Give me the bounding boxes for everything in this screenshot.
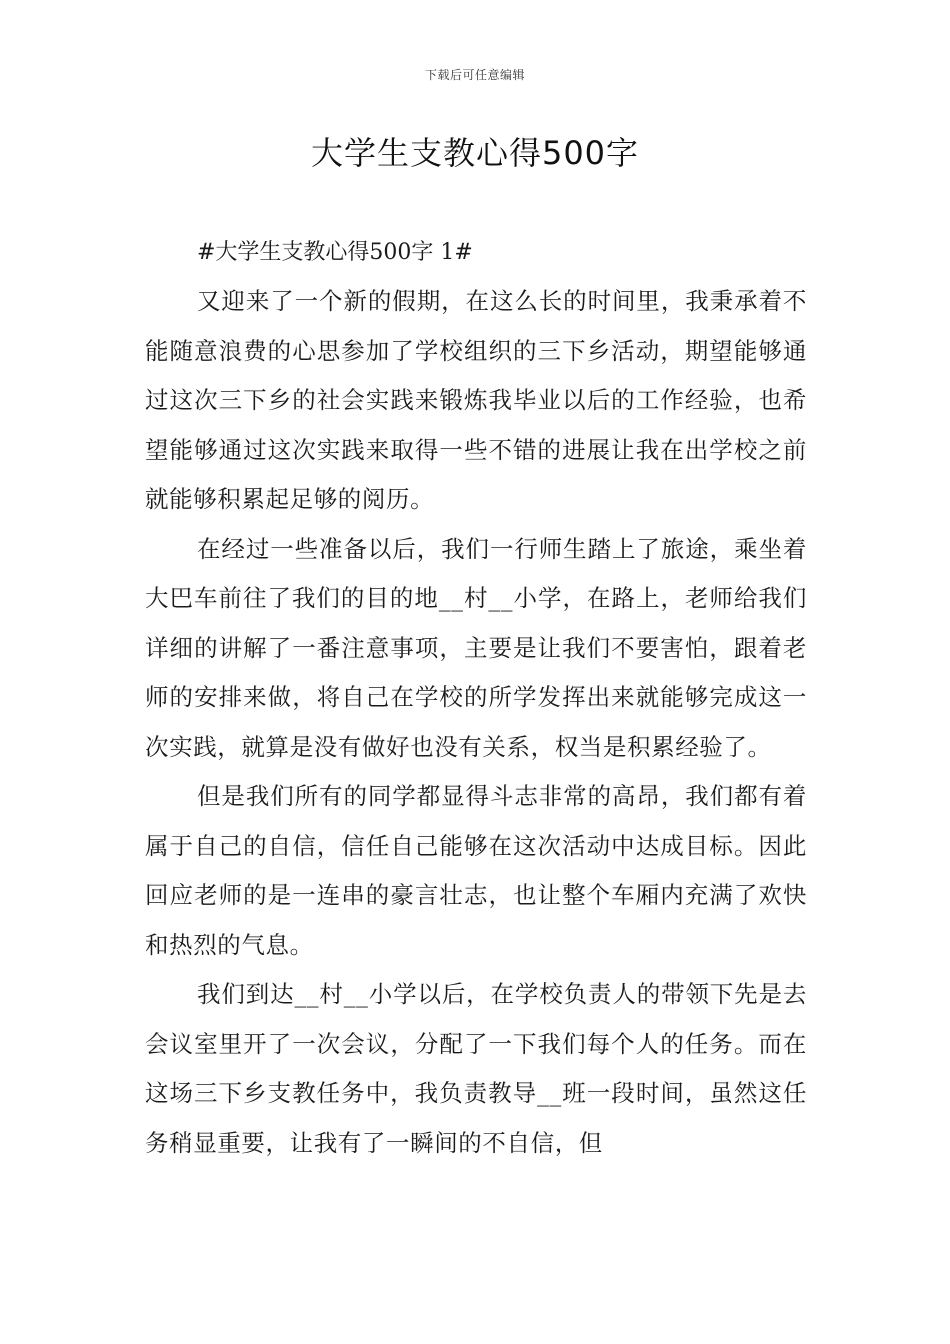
paragraph-4: 我们到达__村__小学以后，在学校负责人的带领下先是去会议室里开了一次会议，分配了一下我们每个人的任务。而在这场三下乡支教任务中，我负责教导__班一段时间，虽然这任务稍显重要，让我有了一瞬间的不自信，但 bbox=[145, 980, 807, 1157]
document-title: 大学生支教心得500字 bbox=[310, 134, 640, 172]
page-header-note: 下载后可任意编辑 bbox=[424, 68, 525, 82]
paragraph-1: 又迎来了一个新的假期，在这么长的时间里，我秉承着不能随意浪费的心思参加了学校组织的三下乡活动，期望能够通过这次三下乡的社会实践来锻炼我毕业以后的工作经验，也希望能够通过这次实践来取得一些不错的进展让我在出学校之前就能够积累起足够的阅历。 bbox=[145, 287, 807, 513]
document-body bbox=[145, 228, 807, 1168]
paragraph-2: 在经过一些准备以后，我们一行师生踏上了旅途，乘坐着大巴车前往了我们的目的地__村__小学，在路上，老师给我们详细的讲解了一番注意事项，主要是让我们不要害怕，跟着老师的安排来做，将自己在学校的所学发挥出来就能够完成这一次实践，就算是没有做好也没有关系，权当是积累经验了。 bbox=[145, 534, 807, 761]
section-heading: #大学生支教心得500字 1# bbox=[197, 240, 473, 265]
paragraph-3: 但是我们所有的同学都显得斗志非常的高昂，我们都有着属于自己的自信，信任自己能够在这次活动中达成目标。因此回应老师的是一连串的豪言壮志，也让整个车厢内充满了欢快和热烈的气息。 bbox=[145, 782, 807, 959]
